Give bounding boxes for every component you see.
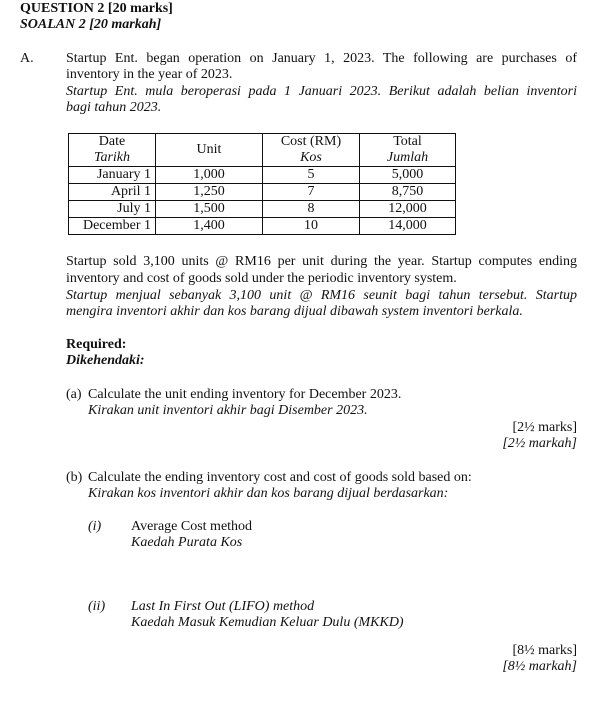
item-i-label: (i) <box>88 519 102 534</box>
table-row <box>69 218 456 235</box>
question-a-label: (a) <box>66 387 82 402</box>
sales-line-ms: Startup menjual sebanyak 3,100 unit @ RM16 seunit bagi tahun tersebut. Startup <box>66 288 577 303</box>
required-label-ms: Dikehendaki: <box>66 353 145 368</box>
question-b-marks-ms: [8½ markah] <box>502 659 577 674</box>
question-a-marks-ms: [2½ markah] <box>502 436 577 451</box>
question-title: QUESTION 2 [20 marks] <box>20 1 173 16</box>
intro-line: inventory in the year of 2023. <box>66 67 233 82</box>
question-title-ms: SOALAN 2 [20 markah] <box>20 17 162 32</box>
cell-date: December 1 <box>69 218 156 235</box>
cell-unit: 1,000 <box>156 167 263 184</box>
item-ii-label: (ii) <box>88 599 106 614</box>
cell-total: 5,000 <box>360 167 456 184</box>
cell-cost: 5 <box>263 167 360 184</box>
cell-cost: 8 <box>263 201 360 218</box>
cell-cost: 10 <box>263 218 360 235</box>
header-date: Date Tarikh <box>69 134 156 167</box>
cell-date: July 1 <box>69 201 156 218</box>
header-total: Total Jumlah <box>360 134 456 167</box>
table-row <box>69 201 456 218</box>
table-row <box>69 167 456 184</box>
intro-line: Startup Ent. began operation on January 1, 2023. The following are purchases of <box>66 51 577 66</box>
question-a-text-ms: Kirakan unit inventori akhir bagi Disember 2023. <box>88 403 368 418</box>
purchases-table <box>68 133 456 235</box>
item-ii-text: Last In First Out (LIFO) method <box>131 599 315 614</box>
item-i-text: Average Cost method <box>131 519 253 534</box>
cell-total: 8,750 <box>360 184 456 201</box>
table-header-row <box>69 134 456 167</box>
item-ii-text-ms: Kaedah Masuk Kemudian Keluar Dulu (MKKD) <box>131 615 404 630</box>
question-b-text-ms: Kirakan kos inventori akhir dan kos barang dijual berdasarkan: <box>88 486 449 501</box>
required-label: Required: <box>66 337 127 352</box>
sales-line: inventory and cost of goods sold under the periodic inventory system. <box>66 271 457 286</box>
question-a-text: Calculate the unit ending inventory for December 2023. <box>88 387 402 402</box>
table-row <box>69 184 456 201</box>
header-cost: Cost (RM) Kos <box>263 134 360 167</box>
cell-date: January 1 <box>69 167 156 184</box>
intro-line-ms: Startup Ent. mula beroperasi pada 1 Januari 2023. Berikut adalah belian inventori <box>66 84 577 99</box>
cell-unit: 1,500 <box>156 201 263 218</box>
cell-total: 12,000 <box>360 201 456 218</box>
item-i-text-ms: Kaedah Purata Kos <box>131 535 243 550</box>
cell-unit: 1,250 <box>156 184 263 201</box>
cell-date: April 1 <box>69 184 156 201</box>
intro-line-ms: bagi tahun 2023. <box>66 100 162 115</box>
section-label: A. <box>20 51 34 66</box>
question-b-text: Calculate the ending inventory cost and cost of goods sold based on: <box>88 470 472 485</box>
cell-total: 14,000 <box>360 218 456 235</box>
cell-unit: 1,400 <box>156 218 263 235</box>
header-unit: Unit <box>156 134 263 167</box>
question-a-marks: [2½ marks] <box>512 420 577 435</box>
question-b-marks: [8½ marks] <box>512 643 577 658</box>
cell-cost: 7 <box>263 184 360 201</box>
sales-line-ms: mengira inventori akhir dan kos barang dijual dibawah system inventori berkala. <box>66 304 523 319</box>
sales-line: Startup sold 3,100 units @ RM16 per unit during the year. Startup computes ending <box>66 254 577 269</box>
question-b-label: (b) <box>66 470 83 485</box>
